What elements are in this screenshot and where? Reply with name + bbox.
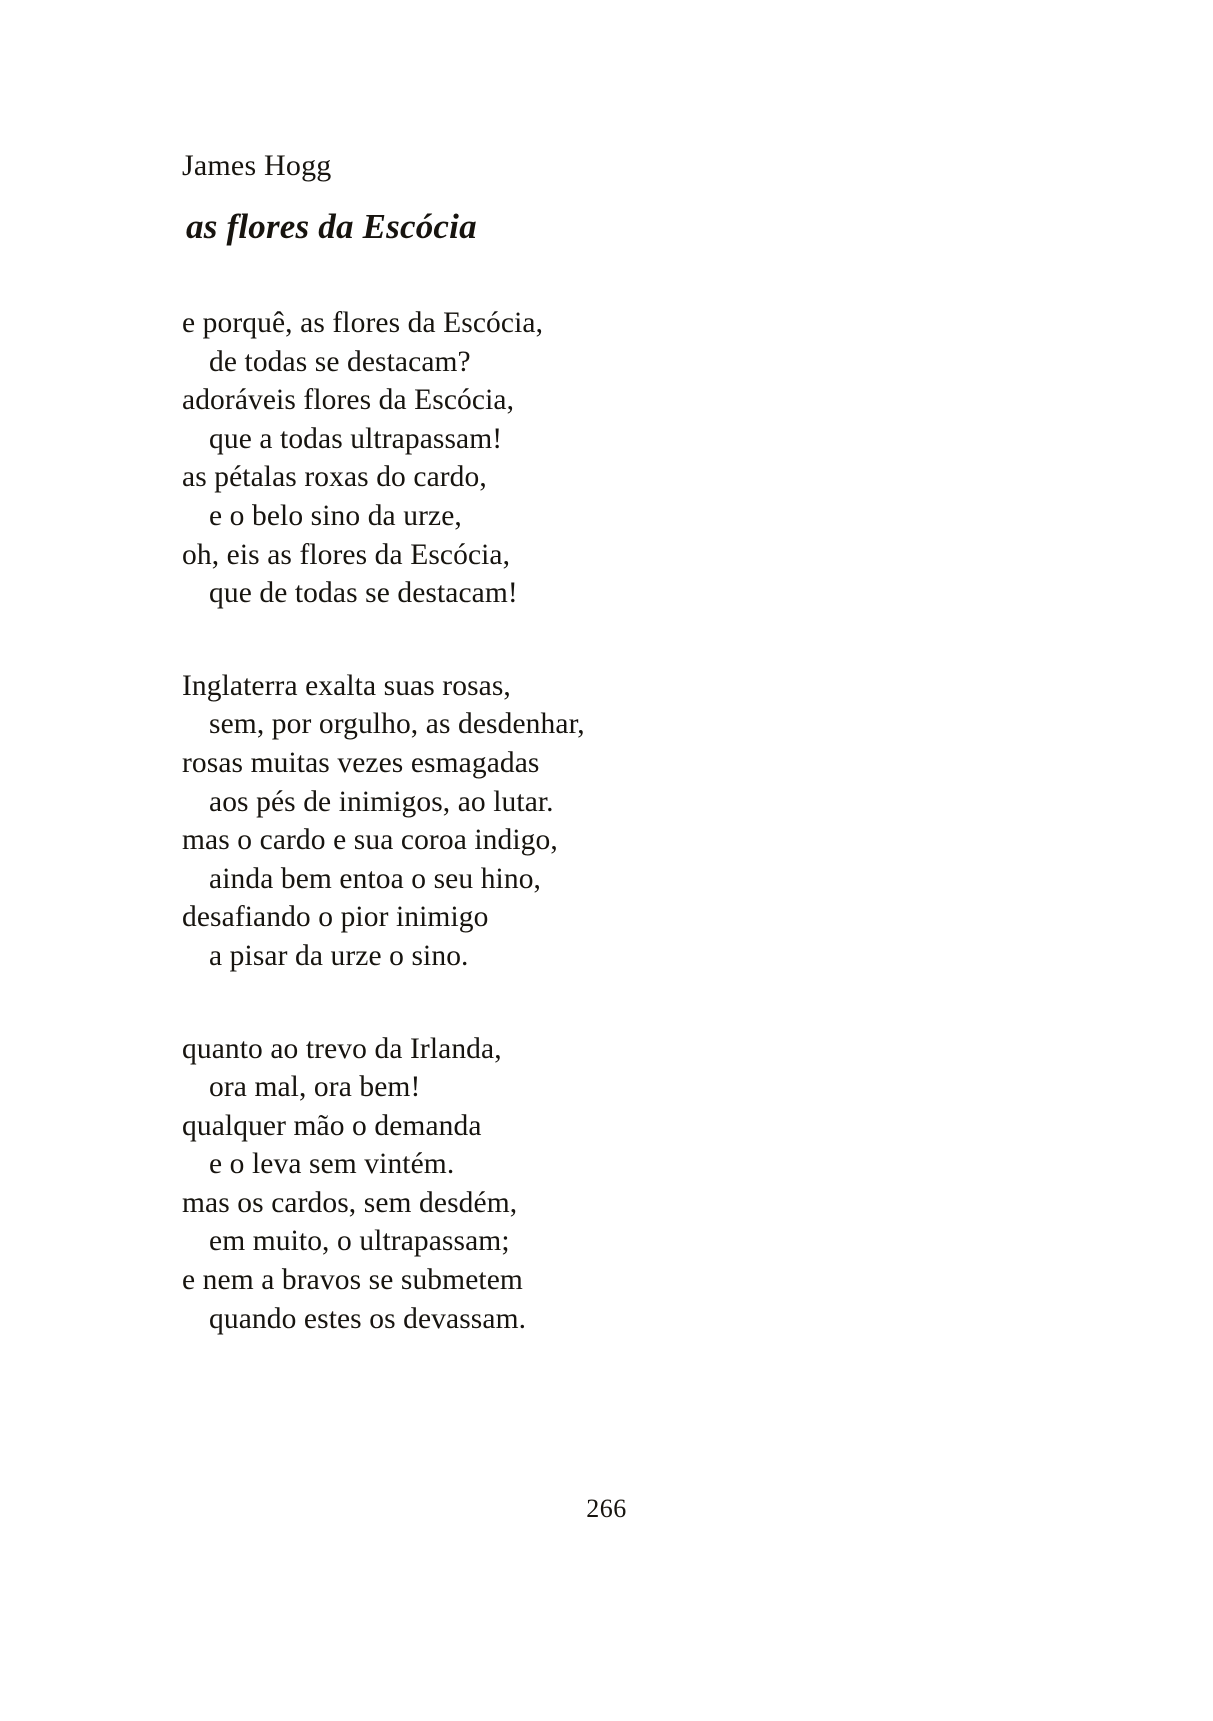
poem-line: aos pés de inimigos, ao lutar.: [209, 785, 554, 818]
poem-line: mas os cardos, sem desdém,: [182, 1186, 518, 1219]
poem-line: rosas muitas vezes esmagadas: [182, 746, 540, 779]
poem-body: [182, 304, 1002, 1338]
page-title: as flores da Escócia: [186, 207, 477, 246]
poem-line: a pisar da urze o sino.: [209, 939, 469, 972]
poem-line: e o belo sino da urze,: [209, 499, 462, 532]
poem-line: e porquê, as flores da Escócia,: [182, 307, 544, 339]
poem-line: desafiando o pior inimigo: [182, 901, 489, 934]
poem-line: adoráveis flores da Escócia,: [182, 384, 515, 417]
poem-line: oh, eis as flores da Escócia,: [182, 538, 511, 571]
poem-stanza: [182, 1030, 1002, 1339]
poem-stanza: [182, 667, 1002, 976]
poem-line: e o leva sem vintém.: [209, 1148, 455, 1181]
poem-line: e nem a bravos se submetem: [182, 1264, 523, 1297]
page-number: 266: [586, 1494, 627, 1523]
poem-line: mas o cardo e sua coroa indigo,: [182, 824, 558, 857]
poem-line: que a todas ultrapassam!: [209, 422, 503, 455]
poem-line: qualquer mão o demanda: [182, 1109, 482, 1142]
poem-line: ora mal, ora bem!: [209, 1071, 421, 1104]
poem-line: que de todas se destacam!: [209, 577, 518, 610]
poem-line: de todas se destacam?: [209, 345, 471, 378]
poem-line: sem, por orgulho, as desdenhar,: [209, 708, 585, 741]
poem-stanza: [182, 304, 1002, 613]
poem-line: quanto ao trevo da Irlanda,: [182, 1032, 502, 1065]
poem-line: as pétalas roxas do cardo,: [182, 461, 487, 494]
page-text-block: [182, 148, 1002, 1338]
poem-line: em muito, o ultrapassam;: [209, 1225, 510, 1258]
poem-line: Inglaterra exalta suas rosas,: [182, 669, 511, 702]
poem-line: ainda bem entoa o seu hino,: [209, 862, 542, 895]
poem-author: James Hogg: [182, 149, 332, 182]
poem-line: quando estes os devassam.: [209, 1302, 527, 1335]
